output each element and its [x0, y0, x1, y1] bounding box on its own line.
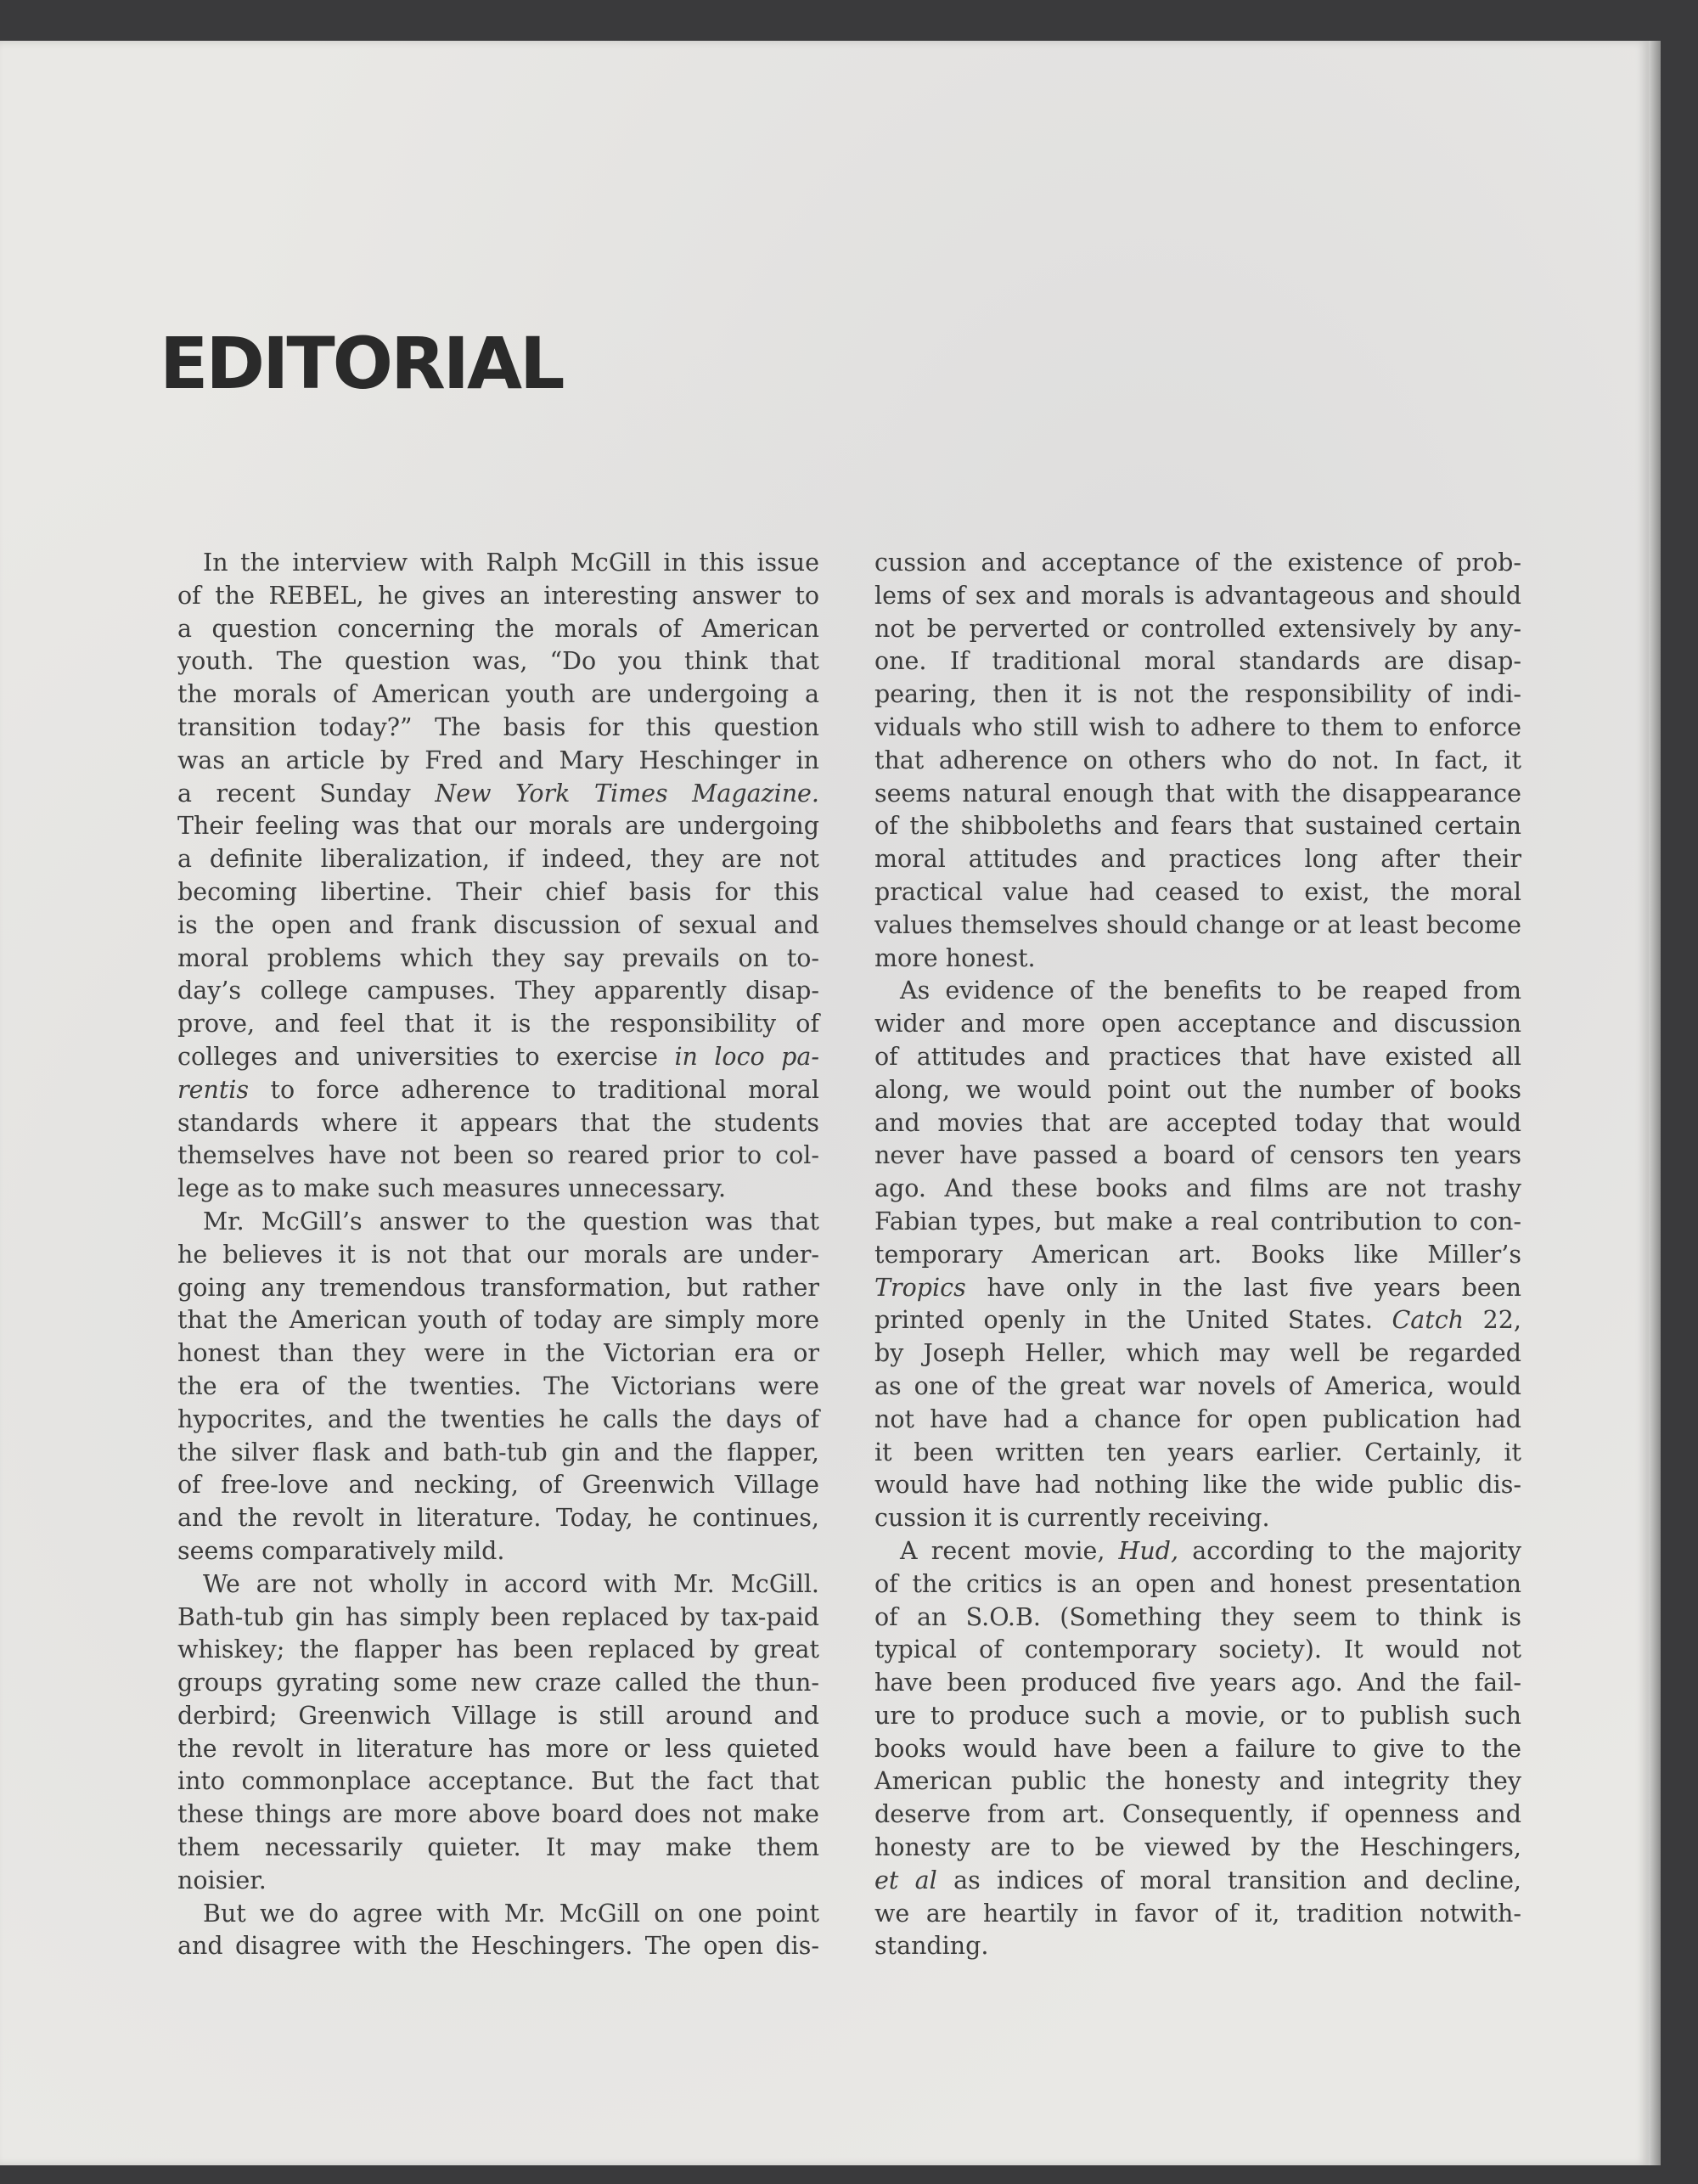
text-segment: of the shibboleths and fears that sustained certain — [874, 812, 1521, 841]
text-segment: along, we would point out the number of books — [874, 1075, 1521, 1104]
text-segment: Their feeling was that our morals are undergoing — [177, 812, 819, 841]
text-line — [177, 1074, 819, 1107]
text-segment: American public the honesty and integrity they — [874, 1767, 1521, 1796]
text-line — [177, 1008, 819, 1041]
text-line — [874, 975, 1521, 1008]
text-line — [177, 678, 819, 712]
text-line — [874, 1667, 1521, 1700]
text-line — [177, 1140, 819, 1173]
text-line — [177, 876, 819, 909]
text-segment: cussion it is currently receiving. — [874, 1504, 1270, 1533]
text-line — [874, 1206, 1521, 1239]
text-line — [177, 1469, 819, 1502]
paragraph — [874, 547, 1521, 975]
text-segment: wider and more open acceptance and discussion — [874, 1010, 1521, 1039]
text-line — [177, 1930, 819, 1963]
text-line — [874, 1798, 1521, 1832]
text-segment: not have had a chance for open publication had — [874, 1404, 1521, 1433]
text-segment: that the American youth of today are simply more — [177, 1306, 819, 1335]
text-line — [177, 1568, 819, 1601]
text-line — [874, 1469, 1521, 1502]
text-line — [874, 1173, 1521, 1206]
text-line — [177, 1865, 819, 1898]
page-edge — [1649, 41, 1661, 2165]
text-segment: standards where it appears that the students — [177, 1108, 819, 1137]
magazine-page — [0, 41, 1649, 2165]
text-segment: hypocrites, and the twenties he calls the days of — [177, 1404, 819, 1433]
text-segment: them necessarily quieter. It may make them — [177, 1833, 819, 1862]
text-line — [874, 1304, 1521, 1337]
text-line — [177, 909, 819, 943]
text-segment: becoming libertine. Their chief basis for this — [177, 877, 819, 906]
text-segment: would have had nothing like the wide public dis- — [874, 1471, 1521, 1500]
text-line — [874, 1502, 1521, 1535]
text-segment: printed openly in the United States. — [874, 1306, 1392, 1335]
text-line — [177, 1107, 819, 1140]
text-segment: of attitudes and practices that have existed all — [874, 1042, 1521, 1071]
text-segment: is the open and frank discussion of sexual and — [177, 910, 819, 939]
text-line — [177, 943, 819, 976]
paragraph — [874, 1535, 1521, 1963]
text-line — [874, 1535, 1521, 1568]
text-line — [874, 1239, 1521, 1272]
text-line — [177, 580, 819, 613]
italic-text: et al — [874, 1866, 937, 1894]
text-line — [177, 1437, 819, 1470]
text-segment: youth. The question was, “Do you think that — [177, 647, 819, 676]
text-line — [177, 1371, 819, 1404]
text-segment: As evidence of the benefits to be reaped from — [900, 977, 1521, 1005]
text-line — [874, 1765, 1521, 1798]
text-line — [874, 580, 1521, 613]
text-segment: seems comparatively mild. — [177, 1536, 505, 1565]
text-segment: Mr. McGill’s answer to the question was that — [203, 1207, 819, 1236]
text-segment: and the revolt in literature. Today, he continues, — [177, 1504, 819, 1533]
text-segment: We are not wholly in accord with Mr. McGill. — [203, 1569, 819, 1598]
text-line — [874, 1371, 1521, 1404]
text-segment: that adherence on others who do not. In fact, it — [874, 746, 1521, 774]
text-segment: lems of sex and morals is advantageous and should — [874, 581, 1521, 610]
text-line — [177, 712, 819, 745]
text-segment: temporary American art. Books like Miller’s — [874, 1240, 1521, 1269]
text-segment: prove, and feel that it is the responsibility of — [177, 1010, 819, 1039]
text-line — [177, 975, 819, 1008]
text-segment: honesty are to be viewed by the Heschingers, — [874, 1833, 1521, 1862]
text-segment: transition today?” The basis for this question — [177, 712, 819, 741]
text-line — [874, 1140, 1521, 1173]
text-line — [177, 1272, 819, 1305]
text-line — [177, 843, 819, 876]
text-line — [177, 1765, 819, 1798]
text-segment: day’s college campuses. They apparently disap- — [177, 977, 819, 1005]
paragraph — [177, 1568, 819, 1898]
text-line — [177, 1239, 819, 1272]
text-line — [874, 909, 1521, 943]
page-title: EDITORIAL — [160, 322, 563, 405]
text-line — [874, 1074, 1521, 1107]
text-segment: a recent Sunday — [177, 779, 436, 808]
text-segment: pearing, then it is not the responsibility of indi- — [874, 680, 1521, 709]
text-line — [874, 876, 1521, 909]
text-segment: moral problems which they say prevails on to- — [177, 943, 819, 972]
text-segment: a question concerning the morals of American — [177, 614, 819, 643]
text-segment: as one of the great war novels of America, would — [874, 1371, 1521, 1400]
text-segment: standing. — [874, 1932, 989, 1961]
text-segment: ago. And these books and films are not trashy — [874, 1174, 1521, 1203]
text-line — [874, 810, 1521, 843]
text-segment: have only in the last five years been — [965, 1273, 1521, 1302]
text-segment: viduals who still wish to adhere to them to enforce — [874, 712, 1521, 741]
text-line — [874, 1700, 1521, 1733]
text-line — [874, 1107, 1521, 1140]
text-segment: as indices of moral transition and decline, — [936, 1866, 1521, 1894]
text-line — [177, 1832, 819, 1865]
text-line — [874, 1041, 1521, 1074]
text-segment: a definite liberalization, if indeed, they are not — [177, 845, 819, 874]
text-segment: Bath-tub gin has simply been replaced by tax-paid — [177, 1602, 819, 1631]
text-line — [177, 1898, 819, 1931]
text-line — [177, 778, 819, 811]
paragraph — [177, 1206, 819, 1568]
text-line — [177, 810, 819, 843]
text-segment: books would have been a failure to give to the — [874, 1734, 1521, 1763]
text-line — [874, 1733, 1521, 1766]
paragraph — [177, 1898, 819, 1964]
text-segment: values themselves should change or at least become — [874, 910, 1521, 939]
text-line — [177, 1535, 819, 1568]
text-line — [874, 1898, 1521, 1931]
text-segment: 22, — [1464, 1306, 1521, 1335]
text-line — [177, 1634, 819, 1667]
text-segment: colleges and universities to exercise — [177, 1042, 675, 1071]
text-line — [874, 943, 1521, 976]
text-line — [874, 745, 1521, 778]
text-line — [874, 1568, 1521, 1601]
text-line — [874, 778, 1521, 811]
text-line — [177, 1404, 819, 1437]
text-line — [177, 1502, 819, 1535]
italic-text: in loco pa- — [674, 1042, 819, 1071]
text-line — [177, 1667, 819, 1700]
text-segment: according to the majority — [1178, 1536, 1521, 1565]
text-line — [874, 1437, 1521, 1470]
text-line — [177, 613, 819, 646]
italic-text: Tropics — [874, 1273, 966, 1302]
paragraph — [177, 547, 819, 1206]
text-segment: these things are more above board does not make — [177, 1800, 819, 1829]
text-segment: practical value had ceased to exist, the moral — [874, 877, 1521, 906]
text-segment: of free-love and necking, of Greenwich Village — [177, 1471, 819, 1500]
text-line — [874, 1008, 1521, 1041]
text-segment: it been written ten years earlier. Certainly, it — [874, 1438, 1521, 1466]
text-segment: themselves have not been so reared prior to col- — [177, 1141, 819, 1170]
text-segment: moral attitudes and practices long after their — [874, 845, 1521, 874]
text-segment: of an S.O.B. (Something they seem to think is — [874, 1602, 1521, 1631]
text-segment: the era of the twenties. The Victorians were — [177, 1371, 819, 1400]
text-line — [874, 613, 1521, 646]
text-segment: whiskey; the flapper has been replaced by great — [177, 1635, 819, 1664]
text-segment: the revolt in literature has more or less quieted — [177, 1734, 819, 1763]
text-segment: to force adherence to traditional moral — [249, 1075, 819, 1104]
text-line — [177, 1733, 819, 1766]
text-segment: Fabian types, but make a real contribution to con- — [874, 1207, 1521, 1236]
italic-text: rentis — [177, 1075, 250, 1104]
text-line — [874, 1832, 1521, 1865]
text-line — [177, 1173, 819, 1206]
text-segment: one. If traditional moral standards are disap- — [874, 647, 1521, 676]
text-segment: deserve from art. Consequently, if openness and — [874, 1800, 1521, 1829]
italic-text: Hud, — [1118, 1536, 1179, 1565]
text-segment: ure to produce such a movie, or to publish such — [874, 1701, 1521, 1730]
paragraph — [874, 975, 1521, 1535]
text-line — [177, 1041, 819, 1074]
text-segment: by Joseph Heller, which may well be regarded — [874, 1339, 1521, 1368]
text-line — [874, 1634, 1521, 1667]
article-column-right — [874, 547, 1521, 1963]
text-segment: the morals of American youth are undergoing a — [177, 680, 819, 709]
italic-text: New York Times Magazine. — [435, 779, 819, 808]
text-segment: noisier. — [177, 1866, 267, 1894]
text-segment: have been produced five years ago. And the fail- — [874, 1669, 1521, 1697]
text-line — [177, 1206, 819, 1239]
text-line — [874, 712, 1521, 745]
text-segment: cussion and acceptance of the existence of prob- — [874, 549, 1521, 577]
text-line — [874, 1930, 1521, 1963]
text-segment: going any tremendous transformation, but rather — [177, 1273, 819, 1302]
text-segment: lege as to make such measures unnecessary. — [177, 1174, 727, 1203]
text-segment: into commonplace acceptance. But the fact that — [177, 1767, 819, 1796]
text-line — [874, 645, 1521, 678]
text-segment: he believes it is not that our morals are under- — [177, 1240, 819, 1269]
text-line — [874, 547, 1521, 580]
text-line — [177, 1304, 819, 1337]
text-segment: of the REBEL, he gives an interesting answer to — [177, 581, 819, 610]
text-segment: But we do agree with Mr. McGill on one point — [203, 1899, 819, 1928]
text-segment: groups gyrating some new craze called the thun- — [177, 1669, 819, 1697]
text-segment: In the interview with Ralph McGill in this issue — [203, 549, 819, 577]
text-line — [177, 547, 819, 580]
text-segment: more honest. — [874, 943, 1036, 972]
italic-text: Catch — [1392, 1306, 1465, 1335]
text-segment: derbird; Greenwich Village is still around and — [177, 1701, 819, 1730]
text-segment: of the critics is an open and honest presentation — [874, 1569, 1521, 1598]
text-line — [874, 1404, 1521, 1437]
text-segment: honest than they were in the Victorian era or — [177, 1339, 819, 1368]
article-column-left — [177, 547, 819, 1963]
text-line — [177, 1601, 819, 1635]
text-line — [874, 1865, 1521, 1898]
text-segment: was an article by Fred and Mary Heschinger in — [177, 746, 819, 774]
text-segment: not be perverted or controlled extensively by any- — [874, 614, 1521, 643]
text-line — [177, 645, 819, 678]
text-line — [874, 1272, 1521, 1305]
text-segment: the silver flask and bath-tub gin and the flapper, — [177, 1438, 819, 1466]
text-line — [874, 1601, 1521, 1635]
text-line — [177, 1337, 819, 1371]
text-segment: and movies that are accepted today that would — [874, 1108, 1521, 1137]
text-line — [874, 843, 1521, 876]
text-segment: typical of contemporary society). It would not — [874, 1635, 1521, 1664]
text-segment: seems natural enough that with the disappearance — [874, 779, 1521, 808]
text-line — [874, 678, 1521, 712]
text-line — [177, 1798, 819, 1832]
text-segment: and disagree with the Heschingers. The open dis- — [177, 1932, 819, 1961]
text-line — [874, 1337, 1521, 1371]
text-segment: we are heartily in favor of it, tradition notwith- — [874, 1899, 1521, 1928]
text-line — [177, 1700, 819, 1733]
text-segment: never have passed a board of censors ten years — [874, 1141, 1521, 1170]
text-line — [177, 745, 819, 778]
text-segment: A recent movie, — [900, 1536, 1119, 1565]
